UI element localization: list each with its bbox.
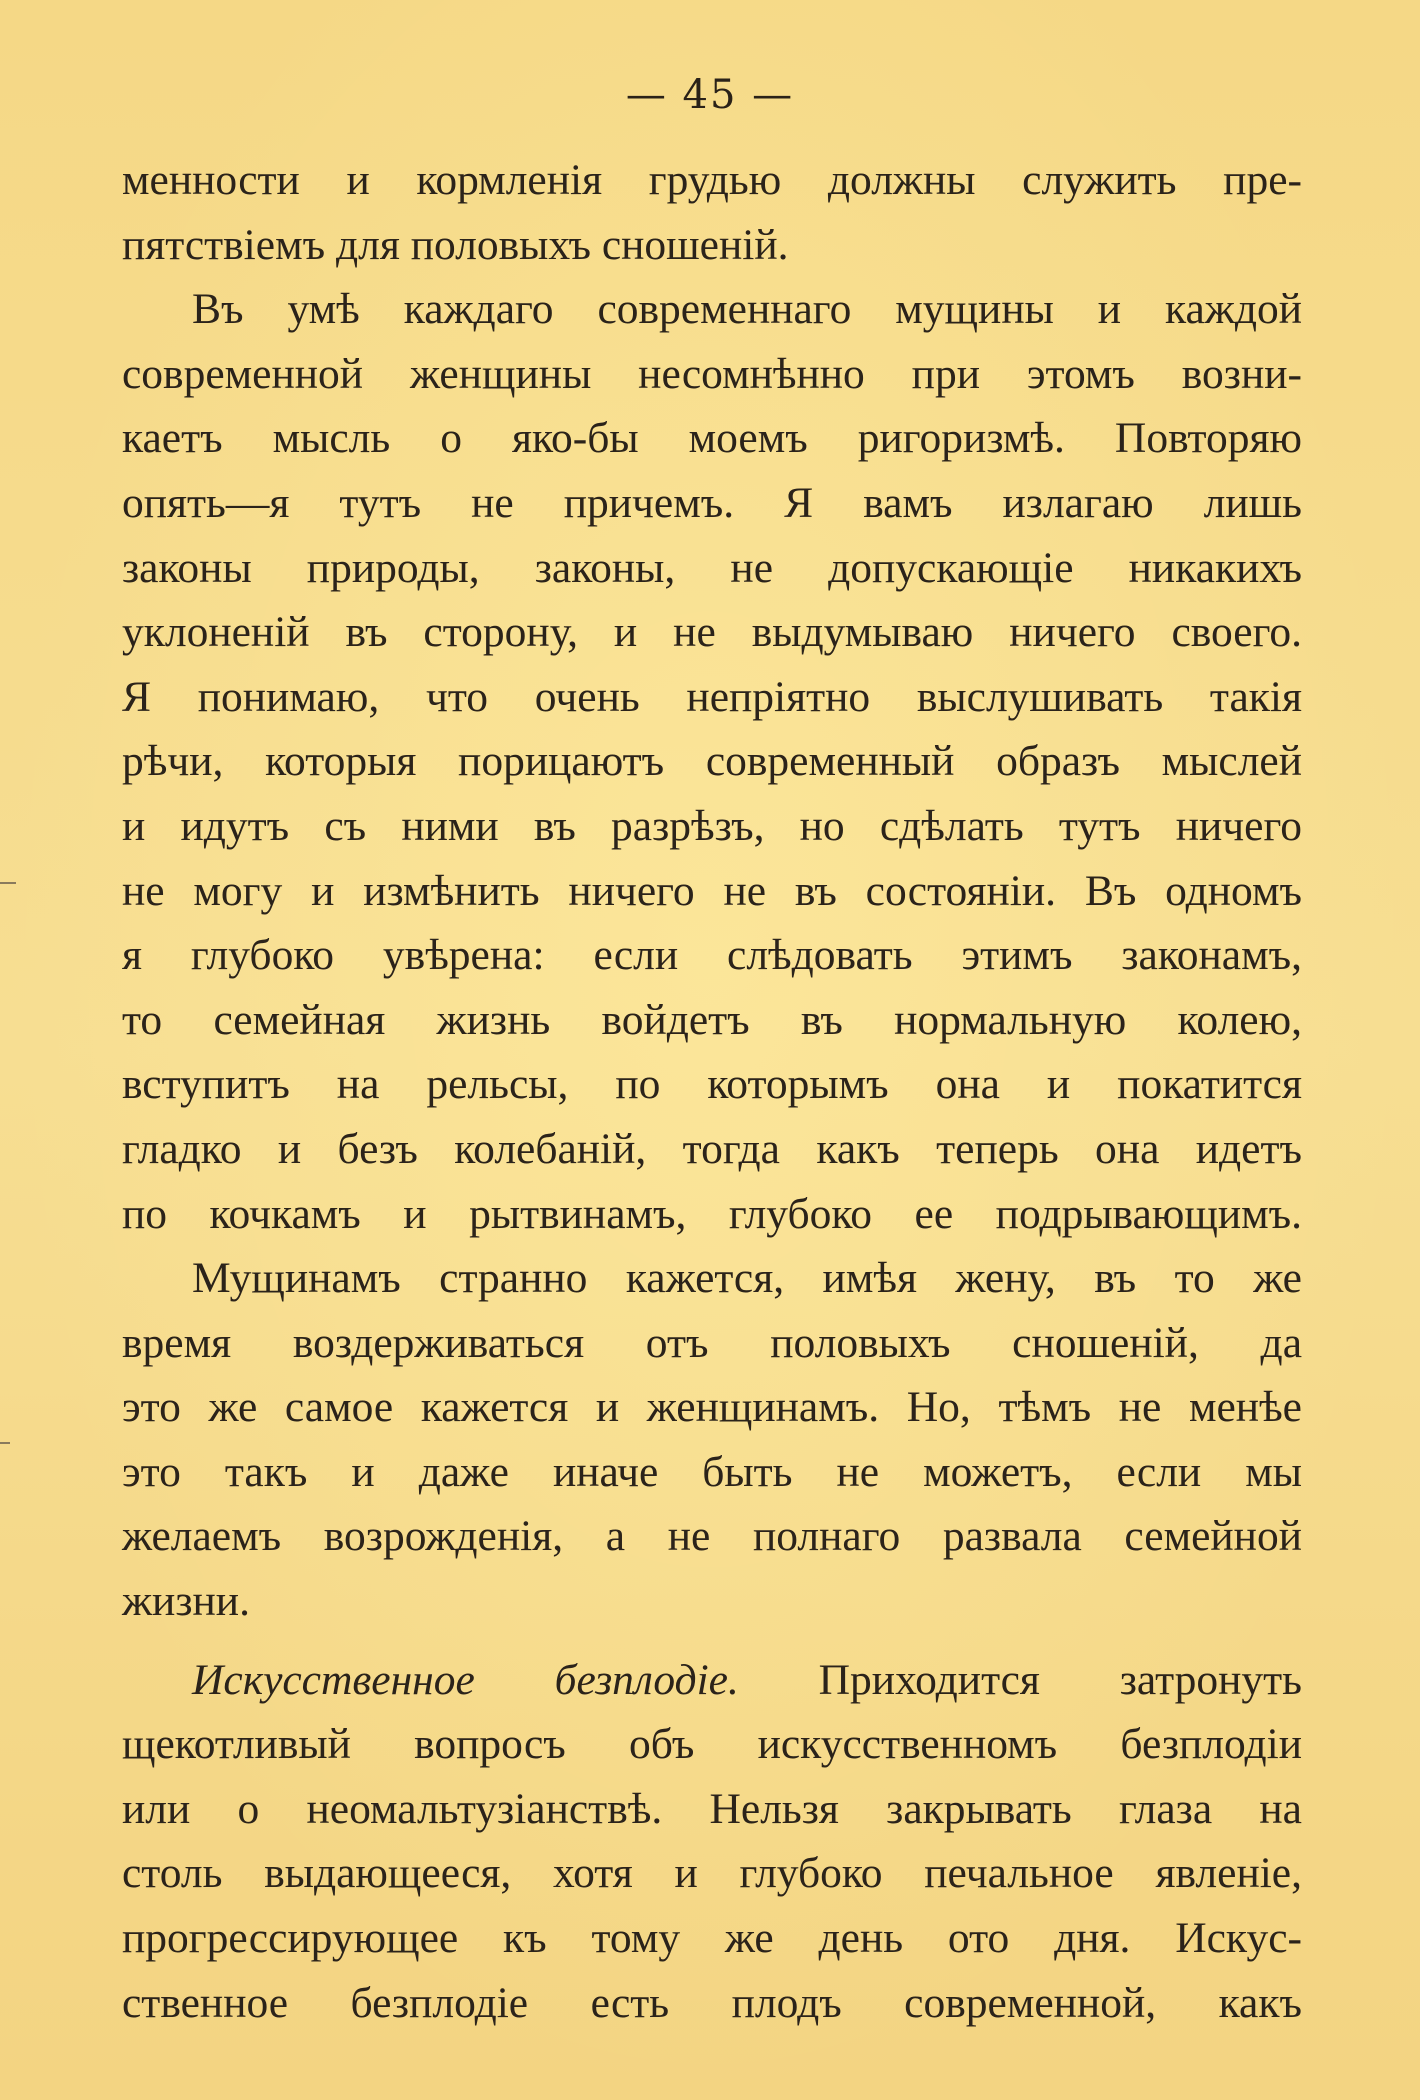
text-line: щекотливый вопросъ объ искусственномъ безплодіи bbox=[122, 1720, 1302, 1769]
text-line: законы природы, законы, не допускающіе никакихъ bbox=[122, 543, 1302, 592]
text-line-with-heading bbox=[122, 1648, 1302, 1713]
text-line: желаемъ возрожденія, а не полнаго развала семейной bbox=[122, 1512, 1302, 1561]
text-line: не могу и измѣнить ничего не въ состояніи. Въ одномъ bbox=[122, 866, 1302, 915]
text-line: рѣчи, которыя порицаютъ современный образъ мыслей bbox=[122, 737, 1302, 786]
paragraph-gap bbox=[122, 1634, 1302, 1648]
text-line: Я понимаю, что очень непріятно выслушивать такія bbox=[122, 672, 1302, 721]
text-line: то семейная жизнь войдетъ въ нормальную колею, bbox=[122, 995, 1302, 1044]
text-line: жизни. bbox=[122, 1577, 250, 1626]
text-line: Мущинамъ странно кажется, имѣя жену, въ то же bbox=[192, 1254, 1302, 1303]
paragraph bbox=[122, 277, 1302, 1246]
paragraph bbox=[122, 148, 1302, 277]
text-line: ственное безплодіе есть плодъ современной, какъ bbox=[122, 1978, 1302, 2027]
text-line: время воздерживаться отъ половыхъ сношеній, да bbox=[122, 1318, 1302, 1367]
text-line: каетъ мысль о яко-бы моемъ ригоризмѣ. Повторяю bbox=[122, 414, 1302, 463]
paragraph bbox=[122, 1246, 1302, 1634]
margin-mark bbox=[0, 882, 16, 884]
text-line: или о неомальтузіанствѣ. Нельзя закрывать глаза на bbox=[122, 1784, 1302, 1833]
text-line: менности и кормленія грудью должны служить пре- bbox=[122, 156, 1302, 204]
section-heading: Искусственное безплодіе. bbox=[192, 1655, 739, 1704]
text-fragment: Приходится затронуть bbox=[818, 1655, 1302, 1704]
text-line: столь выдающееся, хотя и глубоко печальное явленіе, bbox=[122, 1849, 1302, 1898]
text-line: вступитъ на рельсы, по которымъ она и покатится bbox=[122, 1060, 1302, 1109]
margin-mark bbox=[0, 1442, 10, 1444]
text-line: по кочкамъ и рытвинамъ, глубоко ее подрывающимъ. bbox=[122, 1189, 1302, 1238]
text-line: это же самое кажется и женщинамъ. Но, тѣмъ не менѣе bbox=[122, 1383, 1302, 1432]
text-line: Въ умѣ каждаго современнаго мущины и каждой bbox=[192, 285, 1302, 334]
paragraph bbox=[122, 1648, 1302, 2036]
body-text bbox=[122, 148, 1302, 2035]
text-line: пятствіемъ для половыхъ сношеній. bbox=[122, 220, 789, 269]
text-line: опять—я тутъ не причемъ. Я вамъ излагаю лишь bbox=[122, 478, 1302, 527]
text-line: гладко и безъ колебаній, тогда какъ теперь она идетъ bbox=[122, 1124, 1302, 1173]
text-line: уклоненій въ сторону, и не выдумываю ничего своего. bbox=[122, 608, 1302, 657]
page-number: — 45 — bbox=[625, 72, 795, 118]
text-line: современной женщины несомнѣнно при этомъ возни- bbox=[122, 349, 1302, 398]
text-line: это такъ и даже иначе быть не можетъ, если мы bbox=[122, 1447, 1302, 1496]
text-line: и идутъ съ ними въ разрѣзъ, но сдѣлать тутъ ничего bbox=[122, 801, 1302, 850]
text-line: прогрессирующее къ тому же день ото дня. Искус- bbox=[122, 1914, 1302, 1963]
text-line: я глубоко увѣрена: если слѣдовать этимъ законамъ, bbox=[122, 931, 1302, 980]
